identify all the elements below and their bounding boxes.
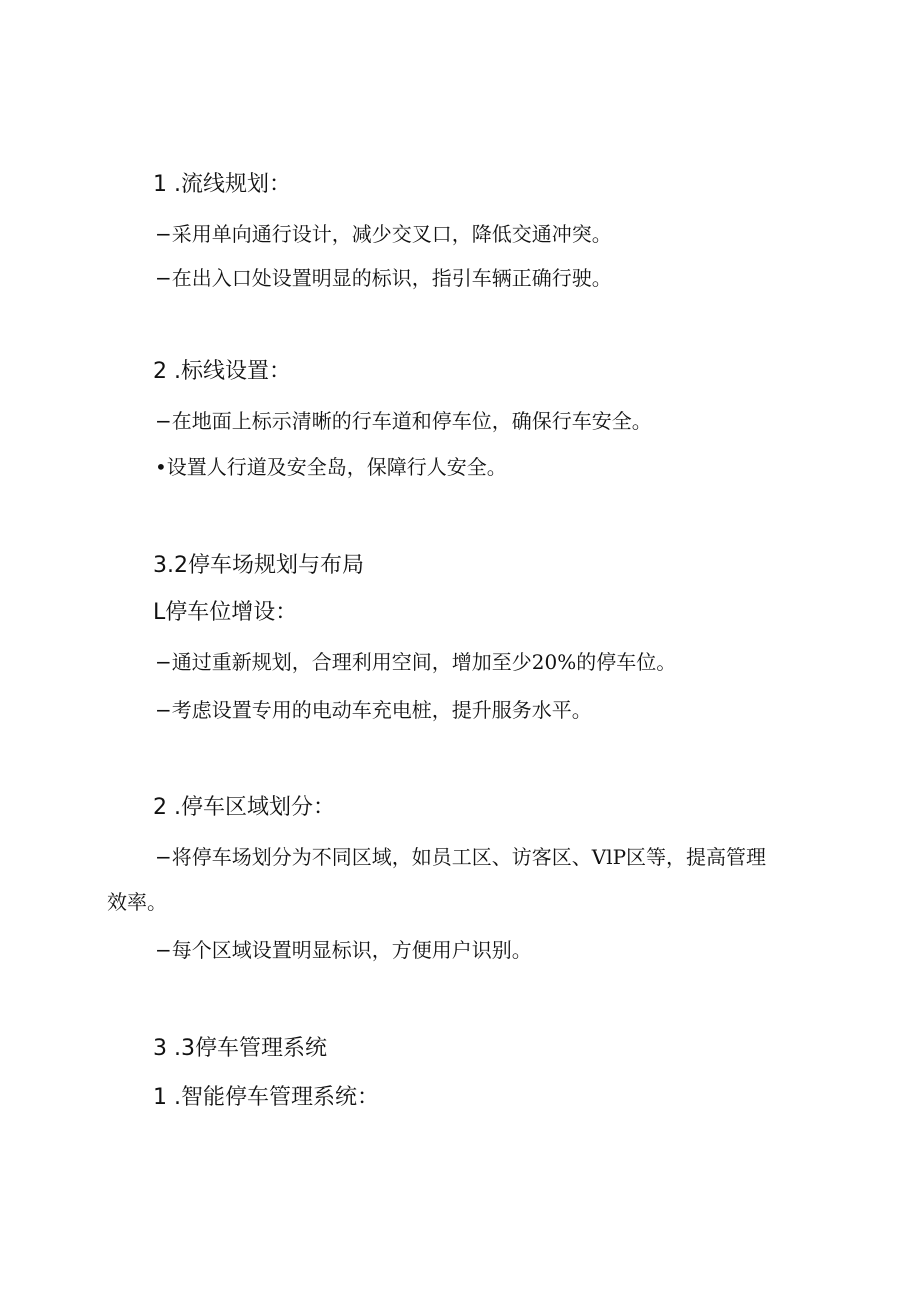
subsection-heading-smart-system: 1 .智能停车管理系统： bbox=[153, 1085, 379, 1110]
section-heading-marking-setup: 2 .标线设置： bbox=[153, 359, 291, 384]
list-item: −通过重新规划，合理利用空间，增加至少20%的停车位。 bbox=[155, 650, 677, 674]
list-item: −将停车场划分为不同区域，如员工区、访客区、VlP区等，提高管理 bbox=[155, 845, 767, 869]
section-heading-management-system: 3 .3停车管理系统 bbox=[153, 1036, 327, 1061]
list-item-continuation: 效率。 bbox=[107, 890, 167, 914]
list-item: •设置人行道及安全岛，保障行人安全。 bbox=[155, 455, 507, 479]
list-item: −采用单向通行设计，减少交叉口，降低交通冲突。 bbox=[155, 222, 612, 246]
list-item: −考虑设置专用的电动车充电桩，提升服务水平。 bbox=[155, 698, 592, 722]
section-heading-parking-layout: 3.2停车场规划与布局 bbox=[153, 553, 364, 578]
subsection-heading-add-spaces: L停车位增设： bbox=[153, 600, 298, 625]
section-heading-zone-division: 2 .停车区域划分： bbox=[153, 795, 335, 820]
list-item: −每个区域设置明显标识，方便用户识别。 bbox=[155, 938, 532, 962]
list-item: −在地面上标示清晰的行车道和停车位，确保行车安全。 bbox=[155, 409, 652, 433]
list-item: −在出入口处设置明显的标识，指引车辆正确行驶。 bbox=[155, 266, 612, 290]
section-heading-flow-planning: 1 .流线规划： bbox=[153, 172, 291, 197]
